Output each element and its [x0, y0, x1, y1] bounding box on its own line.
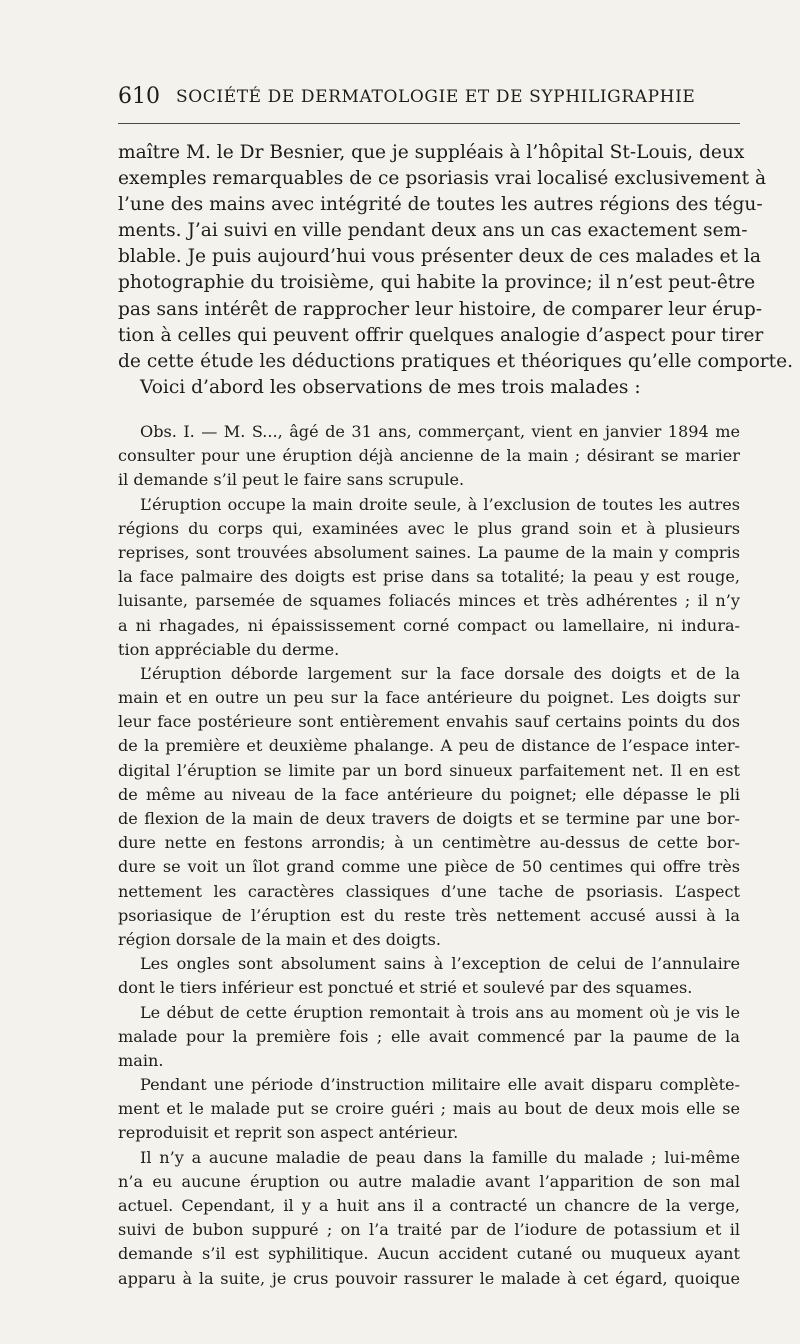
text-line: ment et le malade put se croire guéri ; mais au bout de deux mois elle se — [118, 1099, 740, 1119]
text-line: dure se voit un îlot grand comme une pièce de 50 centimes qui offre très — [118, 857, 740, 877]
text-line: Obs. I. — M. S..., âgé de 31 ans, commerçant, vient en janvier 1894 me — [140, 422, 740, 441]
text-line: n’a eu aucune éruption ou autre maladie avant l’apparition de son mal — [118, 1171, 740, 1191]
text-line: de flexion de la main de deux travers de doigts et se termine par une bor- — [118, 809, 740, 828]
text-line: Il n’y a aucune maladie de peau dans la famille du malade ; lui-même — [140, 1147, 740, 1167]
running-title: SOCIÉTÉ DE DERMATOLOGIE ET DE SYPHILIGRAPHIE — [176, 87, 696, 107]
text-line: il demande s’il peut le faire sans scrupule. — [118, 470, 465, 490]
text-line: ments. J’ai suivi en ville pendant deux ans un cas exactement sem- — [118, 220, 748, 242]
text-line: main. — [118, 1050, 164, 1070]
text-line: reproduisit et reprit son aspect antérieur. — [118, 1123, 459, 1143]
text-line: apparu à la suite, je crus pouvoir rassurer le malade à cet égard, quoique — [118, 1268, 740, 1288]
text-line: L’éruption occupe la main droite seule, à l’exclusion de toutes les autres — [140, 494, 740, 514]
text-line: pas sans intérêt de rapprocher leur histoire, de comparer leur érup- — [118, 298, 763, 320]
text-line: Voici d’abord les observations de mes trois malades : — [140, 376, 641, 398]
text-line: tion à celles qui peuvent offrir quelques analogie d’aspect pour tirer — [118, 324, 764, 346]
text-line: de cette étude les déductions pratiques et théoriques qu’elle comporte. — [118, 350, 794, 372]
text-line: malade pour la première fois ; elle avait commencé par la paume de la — [118, 1026, 740, 1046]
text-line: exemples remarquables de ce psoriasis vrai localisé exclusivement à — [118, 168, 767, 190]
text-line: dont le tiers inférieur est ponctué et strié et soulevé par des squames. — [118, 978, 693, 998]
text-line: régions du corps qui, examinées avec le plus grand soin et à plusieurs — [118, 518, 740, 538]
text-line: actuel. Cependant, il y a huit ans il a contracté un chancre de la verge, — [118, 1196, 740, 1215]
text-line: Pendant une période d’instruction militaire elle avait disparu complète- — [140, 1075, 740, 1095]
running-header — [118, 84, 740, 114]
text-line: de la première et deuxième phalange. A peu de distance de l’espace inter- — [118, 736, 740, 756]
text-line: de même au niveau de la face antérieure du poignet; elle dépasse le pli — [118, 784, 740, 804]
text-line: maître M. le Dr Besnier, que je suppléais à l’hôpital St-Louis, deux — [118, 142, 745, 163]
intro-paragraph — [118, 140, 794, 401]
text-line: suivi de bubon suppuré ; on l’a traité par de l’iodure de potassium et il — [118, 1220, 740, 1240]
text-line: psoriasique de l’éruption est du reste très nettement accusé aussi à la — [118, 905, 740, 925]
text-line: demande s’il est syphilitique. Aucun accident cutané ou muqueux ayant — [118, 1244, 740, 1264]
text-line: consulter pour une éruption déjà ancienne de la main ; désirant se marier — [118, 446, 740, 466]
text-line: nettement les caractères classiques d’une tache de psoriasis. L’aspect — [118, 881, 740, 901]
text-line: la face palmaire des doigts est prise dans sa totalité; la peau y est rouge, — [118, 567, 740, 587]
text-line: tion appréciable du derme. — [118, 639, 340, 659]
text-line: main et en outre un peu sur la face antérieure du poignet. Les doigts sur — [118, 688, 740, 708]
header-rule — [118, 123, 740, 124]
text-line: luisante, parsemée de squames foliacés minces et très adhérentes ; il n’y — [118, 591, 740, 611]
text-line: L’éruption déborde largement sur la face dorsale des doigts et de la — [140, 663, 740, 683]
text-line: photographie du troisième, qui habite la province; il n’est peut-être — [118, 272, 756, 294]
text-line: digital l’éruption se limite par un bord sinueux parfaitement net. Il en est — [118, 760, 740, 780]
text-line: a ni rhagades, ni épaississement corné compact ou lamellaire, ni indura- — [118, 615, 740, 635]
text-line: dure nette en festons arrondis; à un centimètre au-dessus de cette bor- — [118, 833, 740, 853]
page-number: 610 — [118, 84, 160, 109]
text-line: Les ongles sont absolument sains à l’exception de celui de l’annulaire — [140, 954, 740, 974]
text-line: l’une des mains avec intégrité de toutes les autres régions des tégu- — [118, 194, 763, 216]
text-line: Le début de cette éruption remontait à trois ans au moment où je vis le — [140, 1002, 740, 1022]
observation-text — [118, 420, 740, 1291]
text-line: blable. Je puis aujourd’hui vous présenter deux de ces malades et la — [118, 246, 761, 268]
text-line: leur face postérieure sont entièrement envahis sauf certains points du dos — [118, 712, 740, 732]
text-line: reprises, sont trouvées absolument saines. La paume de la main y compris — [118, 542, 740, 562]
text-line: région dorsale de la main et des doigts. — [118, 929, 442, 949]
